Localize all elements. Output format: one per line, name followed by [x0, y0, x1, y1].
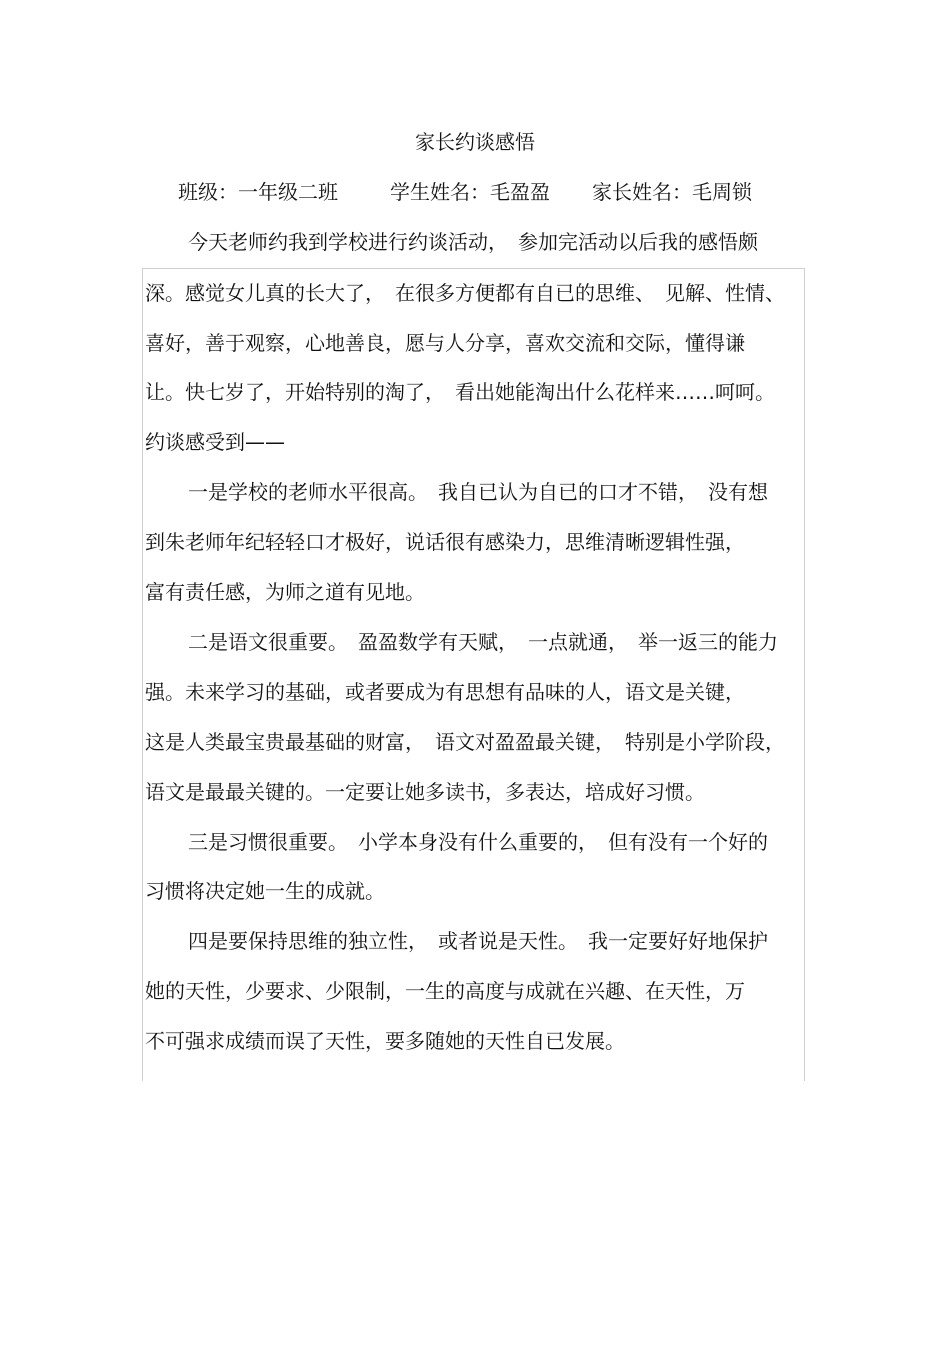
paragraph-line: 一是学校的老师水平很高。 我自已认为自已的口才不错， 没有想 [188, 480, 768, 504]
paragraph-line: 不可强求成绩而误了天性，要多随她的天性自已发展。 [145, 1029, 625, 1053]
paragraph-line: 二是语文很重要。 盈盈数学有天赋， 一点就通， 举一返三的能力 [188, 630, 778, 654]
paragraph-line: 三是习惯很重要。 小学本身没有什么重要的， 但有没有一个好的 [188, 830, 768, 854]
paragraph-line: 到朱老师年纪轻轻口才极好，说话很有感染力，思维清晰逻辑性强， [145, 530, 745, 554]
document-title: 家长约谈感悟 [415, 130, 535, 154]
paragraph-line: 这是人类最宝贵最基础的财富， 语文对盈盈最关键， 特别是小学阶段， [145, 730, 785, 754]
parent-name-info: 家长姓名：毛周锁 [592, 180, 752, 204]
student-name-info: 学生姓名：毛盈盈 [390, 180, 550, 204]
paragraph-line: 深。感觉女儿真的长大了， 在很多方便都有自已的思维、 见解、性情、 [145, 281, 785, 305]
paragraph-line: 喜好，善于观察，心地善良，愿与人分享，喜欢交流和交际，懂得谦 [145, 331, 745, 355]
paragraph-line: 约谈感受到—— [145, 430, 285, 454]
paragraph-line: 富有责任感，为师之道有见地。 [145, 580, 425, 604]
paragraph-line: 她的天性，少要求、少限制，一生的高度与成就在兴趣、在天性，万 [145, 979, 745, 1003]
paragraph-line: 强。未来学习的基础，或者要成为有思想有品味的人，语文是关键， [145, 680, 745, 704]
paragraph-line: 习惯将决定她一生的成就。 [145, 879, 385, 903]
class-info: 班级：一年级二班 [178, 180, 338, 204]
paragraph-line: 今天老师约我到学校进行约谈活动， 参加完活动以后我的感悟颇 [188, 230, 758, 254]
paragraph-line: 语文是最最关键的。一定要让她多读书，多表达，培成好习惯。 [145, 780, 705, 804]
paragraph-line: 让。快七岁了，开始特别的淘了， 看出她能淘出什么花样来……呵呵。 [145, 380, 775, 404]
paragraph-line: 四是要保持思维的独立性， 或者说是天性。 我一定要好好地保护 [188, 929, 768, 953]
